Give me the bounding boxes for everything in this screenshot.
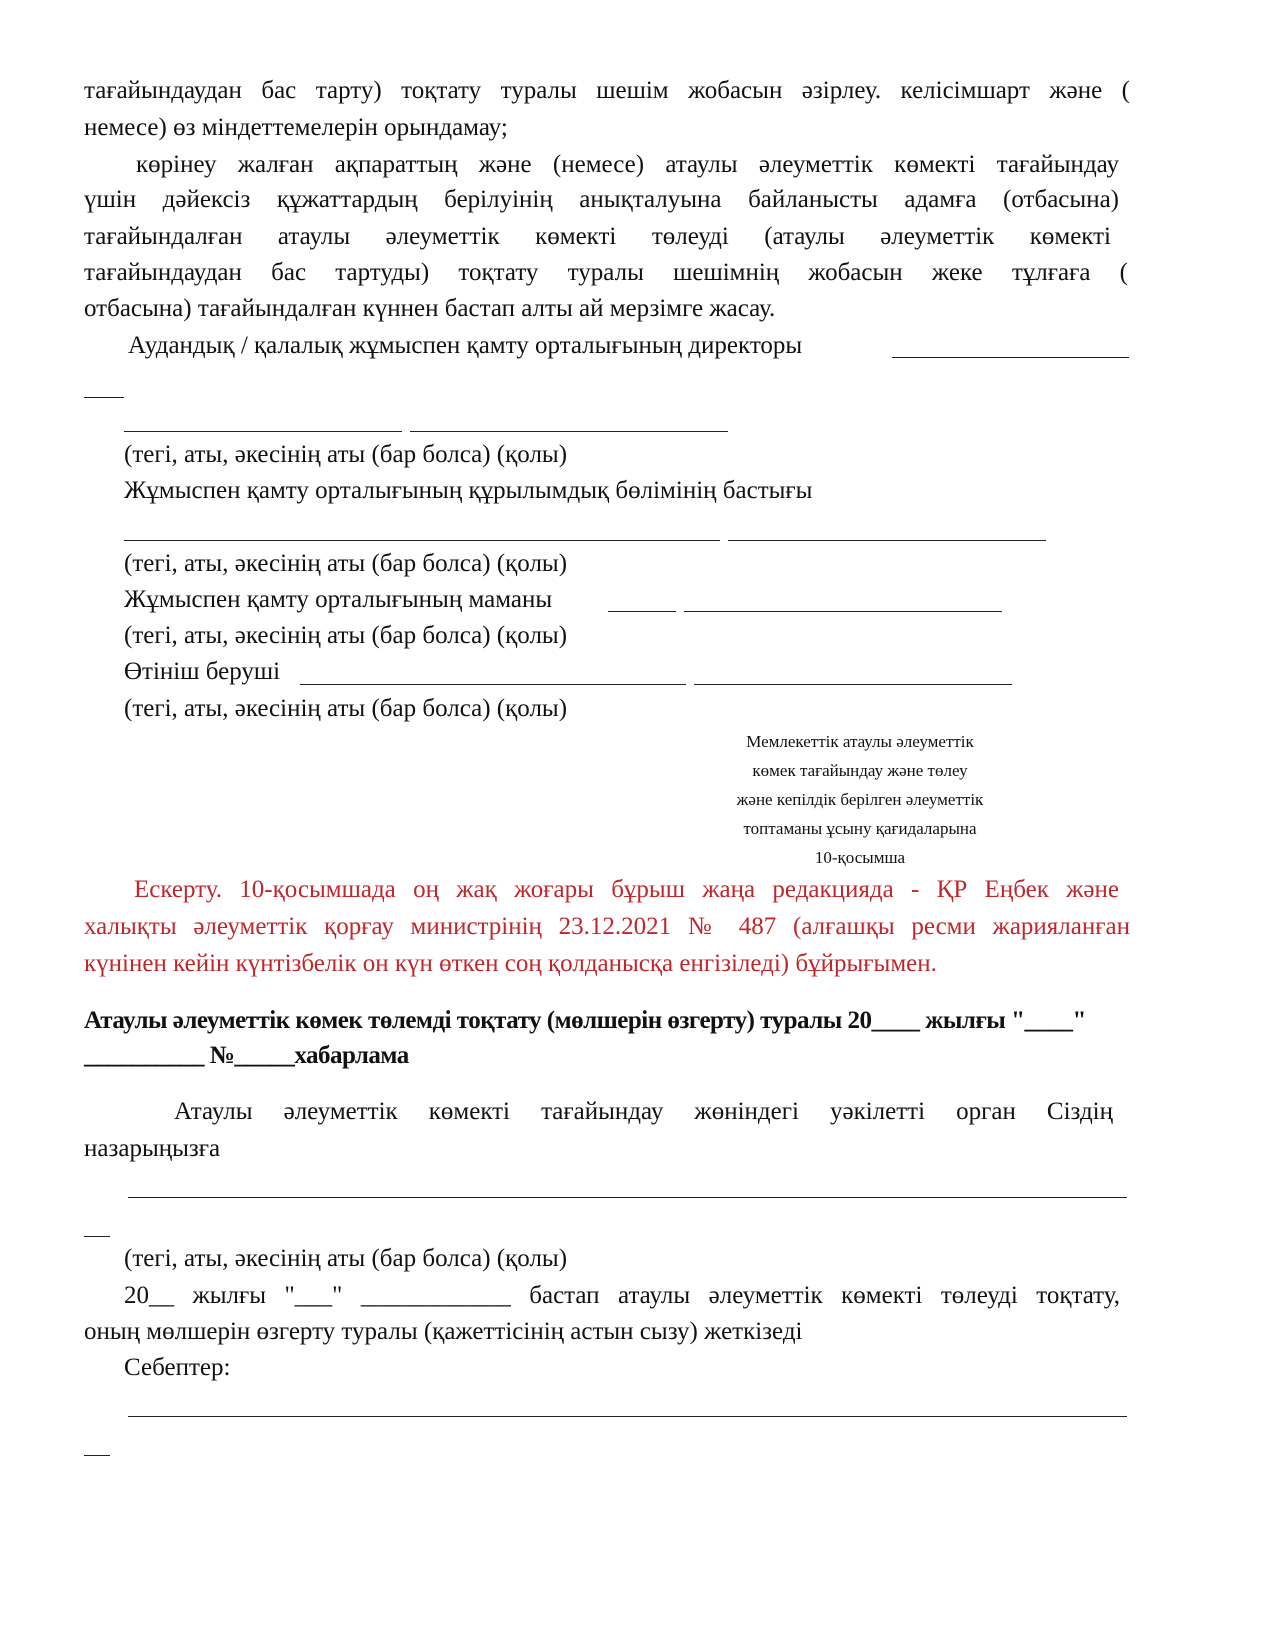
paragraph-line-5: отбасына) тағайындалған күннен бастап алты ай мерзімге жасау. [84, 295, 776, 322]
remark-line-3: күнінен кейін күнтізбелік он күн өткен соң қолданысқа енгізіледі) бұйрығымен. [84, 950, 937, 977]
head-sign-line [728, 540, 1046, 541]
intro-line-1: тағайындаудан бас тарту) тоқтату туралы шешім жобасын әзірлеу. келісімшарт және ( [84, 77, 1130, 104]
appendix-note-line-3: және кепілдік берілген әлеуметтік [736, 790, 984, 809]
appendix-note-line-2: көмек тағайындау және төлеу [752, 761, 968, 780]
specialist-sign-line [684, 611, 1002, 612]
director-fio-caption: (тегі, аты, әкесінің аты (бар болса) (қолы) [124, 441, 568, 468]
director-label: Аудандық / қалалық жұмыспен қамту орталығының директоры [128, 332, 803, 359]
remark-line-1: Ескерту. 10-қосымшада оң жақ жоғары бұрыш жаңа редакцияда - ҚР Еңбек және [134, 876, 1119, 903]
applicant-label: Өтініш беруші [124, 658, 281, 685]
specialist-fio-caption: (тегі, аты, әкесінің аты (бар болса) (қолы) [124, 622, 568, 649]
applicant-name-line [300, 684, 686, 685]
notice-body-line-1: Атаулы әлеуметтік көмекті тағайындау жөніндегі уәкілетті орган Сіздің [174, 1098, 1113, 1125]
director-name-line [124, 431, 402, 432]
specialist-label: Жұмыспен қамту орталығының маманы [124, 586, 553, 613]
reasons-label: Себептер: [124, 1354, 231, 1381]
notice-date-line-1: 20__ жылғы "___" ____________ бастап атаулы әлеуметтік көмекті төлеуді тоқтату, [124, 1282, 1120, 1309]
notice-recipient-line [128, 1197, 1127, 1198]
appendix-note-line-1: Мемлекеттік атаулы әлеуметтік [746, 732, 974, 751]
paragraph-line-3: тағайындалған атаулы әлеуметтік көмекті төлеуді (атаулы әлеуметтік көмекті [84, 223, 1111, 250]
head-name-line [124, 540, 720, 541]
applicant-sign-line [694, 684, 1012, 685]
reasons-line [128, 1416, 1127, 1417]
intro-line-2: немесе) өз міндеттемелерін орындамау; [84, 114, 508, 141]
appendix-note-line-4: топтаманы ұсыну қағидаларына [743, 819, 977, 838]
head-label: Жұмыспен қамту орталығының құрылымдық бөлімінің бастығы [124, 477, 813, 504]
head-fio-caption: (тегі, аты, әкесінің аты (бар болса) (қолы) [124, 550, 568, 577]
notice-body-line-2: назарыңызға [84, 1135, 221, 1162]
paragraph-line-1: көрінеу жалған ақпараттың және (немесе) атаулы әлеуметтік көмекті тағайындау [136, 151, 1119, 178]
notice-date-line-2: оның мөлшерін өзгерту туралы (қажеттісінің астын сызу) жеткізеді [84, 1318, 803, 1345]
notice-recipient-line-continued [84, 1236, 110, 1237]
specialist-name-line [608, 611, 676, 612]
reasons-line-continued [84, 1455, 110, 1456]
director-signature-line-continued [84, 397, 124, 398]
notice-title-line-2: __________ №_____хабарлама [84, 1042, 409, 1069]
director-sign-line [410, 431, 728, 432]
remark-line-2: халықты әлеуметтік қорғау министрінің 23.12.2021 № 487 (алғашқы ресми жарияланған [84, 913, 1130, 940]
paragraph-line-2: үшін дәйексіз құжаттардың берілуінің анықталуына байланысты адамға (отбасына) [84, 186, 1119, 213]
notice-title-line-1: Атаулы әлеуметтік көмек төлемді тоқтату (мөлшерін өзгерту) туралы 20____ жылғы "____" [84, 1007, 1086, 1034]
paragraph-line-4: тағайындаудан бас тартуды) тоқтату туралы шешімнің жобасын жеке тұлғаға ( [84, 259, 1128, 286]
appendix-note-line-5: 10-қосымша [814, 848, 906, 867]
director-signature-line [892, 357, 1129, 358]
applicant-fio-caption: (тегі, аты, әкесінің аты (бар болса) (қолы) [124, 695, 568, 722]
notice-fio-caption: (тегі, аты, әкесінің аты (бар болса) (қолы) [124, 1245, 568, 1272]
